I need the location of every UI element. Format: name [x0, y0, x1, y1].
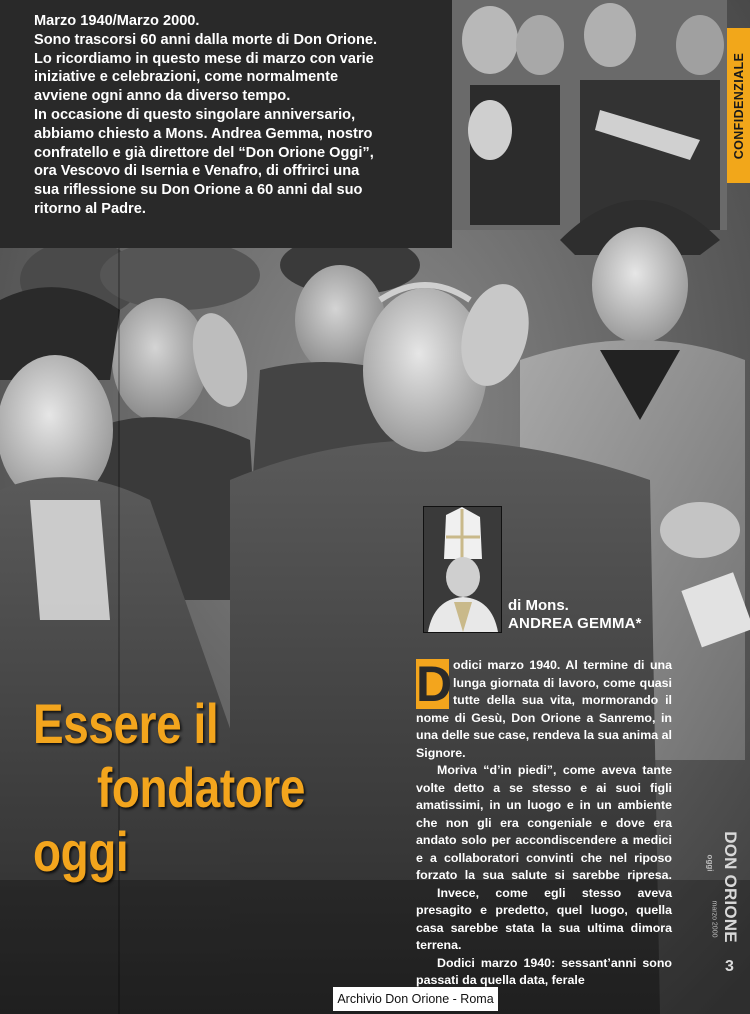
intro-line: confratello e già direttore del “Don Orione Oggi”,: [34, 144, 374, 161]
author-name: ANDREA GEMMA*: [508, 615, 642, 632]
masthead-subtitle: oggi: [705, 854, 715, 872]
bishop-portrait-image: [424, 507, 501, 632]
section-tab-label: CONFIDENZIALE: [731, 52, 746, 159]
title-line: Essere il: [33, 692, 219, 755]
article-paragraph: [416, 657, 672, 762]
intro-box: [0, 0, 452, 248]
page-number: 3: [725, 958, 734, 975]
intro-line: Sono trascorsi 60 anni dalla morte di Don Orione.: [34, 31, 378, 48]
author-byline: [508, 597, 642, 633]
intro-line: Marzo 1940/Marzo 2000.: [34, 13, 200, 29]
article-paragraph: Dodici marzo 1940: sessant’anni sono passati da quella data, ferale: [416, 955, 672, 987]
drop-cap: D: [416, 656, 453, 712]
article-paragraph: Moriva “d’in piedi”, come aveva tante volte detto a se stesso e ai suoi figli amatissimi, in un luogo e in un ambiente che non gli era congeniale e dove era andato solo per accondiscendere a medici e a collaboratori convinti che nel riposo forzato la sua salute si sarebbe ripresa.: [416, 763, 672, 882]
masthead-issue: marzo 2000: [710, 900, 718, 938]
title-line: fondatore: [96, 756, 306, 819]
paragraph-text: odici marzo 1940. Al termine di una lunga giornata di lavoro, come quasi tutte della sua vita, mormorando il nome di Gesù, Don Orione a Sanremo, in una delle sue case, rendeva la sua anima al Signore.: [416, 658, 672, 760]
magazine-masthead: [700, 833, 746, 943]
intro-line: iniziative e celebrazioni, come normalmente: [34, 69, 339, 86]
intro-line: avviene ogni anno da diverso tempo.: [34, 88, 291, 105]
title-line: oggi: [33, 820, 129, 883]
article-title: [33, 692, 305, 884]
section-tab: [727, 28, 750, 183]
intro-line: sua riflessione su Don Orione a 60 anni dal suo: [34, 182, 363, 199]
author-portrait: [423, 506, 502, 633]
archive-footer: Archivio Don Orione - Roma: [333, 987, 498, 1011]
intro-line: In occasione di questo singolare anniversario,: [34, 106, 356, 123]
intro-line: ora Vescovo di Isernia e Venafro, di offrirci una: [34, 163, 360, 180]
article-paragraph: Invece, come egli stesso aveva presagito e predetto, quel luogo, quella casa sarebbe stata la sua ultima dimora terrena.: [416, 885, 672, 952]
article-body: [416, 657, 672, 990]
masthead-title: DON ORIONE: [721, 831, 740, 943]
intro-line: ritorno al Padre.: [34, 200, 146, 217]
byline-prefix: di Mons.: [508, 597, 569, 614]
intro-line: Lo ricordiamo in questo mese di marzo con varie: [34, 50, 374, 67]
intro-line: abbiamo chiesto a Mons. Andrea Gemma, nostro: [34, 125, 373, 142]
